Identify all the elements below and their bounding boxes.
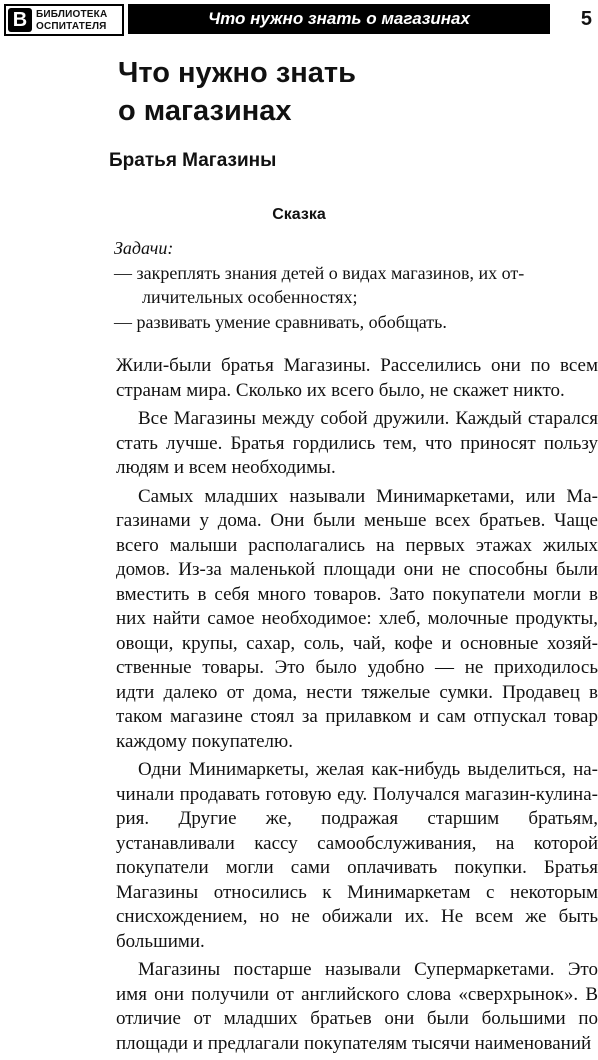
page-header xyxy=(4,4,594,36)
chapter-title-line-1: Что нужно знать xyxy=(118,57,356,89)
chapter-title xyxy=(118,54,558,130)
paragraph: Жили-были братья Магазины. Расселились они по всем странам мира. Сколько их всего было, не скажет никто. xyxy=(116,355,598,401)
logo-line-2: ОСПИТАТЕЛЯ xyxy=(36,21,107,32)
chapter-title-line-2: о магазинах xyxy=(118,95,292,127)
story-body xyxy=(116,354,598,1060)
tasks-block xyxy=(114,236,584,334)
paragraph: Одни Минимаркеты, желая как-нибудь выделиться, начинали продавать готовую еду. Получался магазин-кулинария. Другие же, подражая старшим братьям, устанавливали кассу самообслуживания, на которой покупатели могли сами оплачивать покупки. Братья Магазины относились к Минимаркетам с некоторым снисхождением, но не обижали их. Не всем же быть большими. xyxy=(116,759,598,952)
running-title: Что нужно знать о магазинах xyxy=(128,4,550,34)
logo-line-1: БИБЛИОТЕКА xyxy=(36,9,108,20)
page-number: 5 xyxy=(580,8,592,30)
story-subtitle: Братья Магазины xyxy=(109,150,277,171)
task-item: — закреплять знания детей о видах магазинов, их отличительных особенностях; xyxy=(114,262,525,307)
paragraph: Магазины постарше называли Супермаркетами. Это имя они получили от английского слова «сверхрынок». В отличие от младших братьев они были большими по площади и предлагали покупателям тысячи наименований xyxy=(116,959,598,1054)
genre-label: Сказка xyxy=(272,206,326,223)
paragraph: Все Магазины между собой дружили. Каждый старался стать лучше. Братья гордились тем, что приносят пользу людям и всем необходимы. xyxy=(116,408,598,478)
logo-letter: В xyxy=(8,8,32,32)
paragraph: Самых младших называли Минимаркетами, или Магазинами у дома. Они были меньше всех братьев. Чаще всего малыши располагались на первых этажах жилых домов. Из-за маленькой площади они не способны были вместить в себя много товаров. Зато покупатели могли в них найти самое необходимое: хлеб, молочные продукты, овощи, крупы, сахар, соль, чай, кофе и основные хозяйственные товары. Это было удобно — не приходилось идти далеко от дома, нести тяжелые сумки. Продавец в таком магазине стоял за прилавком и сам отпускал товар каждому покупателю. xyxy=(116,485,598,752)
series-logo xyxy=(4,4,124,36)
task-item: — развивать умение сравнивать, обобщать. xyxy=(114,311,447,332)
tasks-label: Задачи: xyxy=(114,238,174,258)
